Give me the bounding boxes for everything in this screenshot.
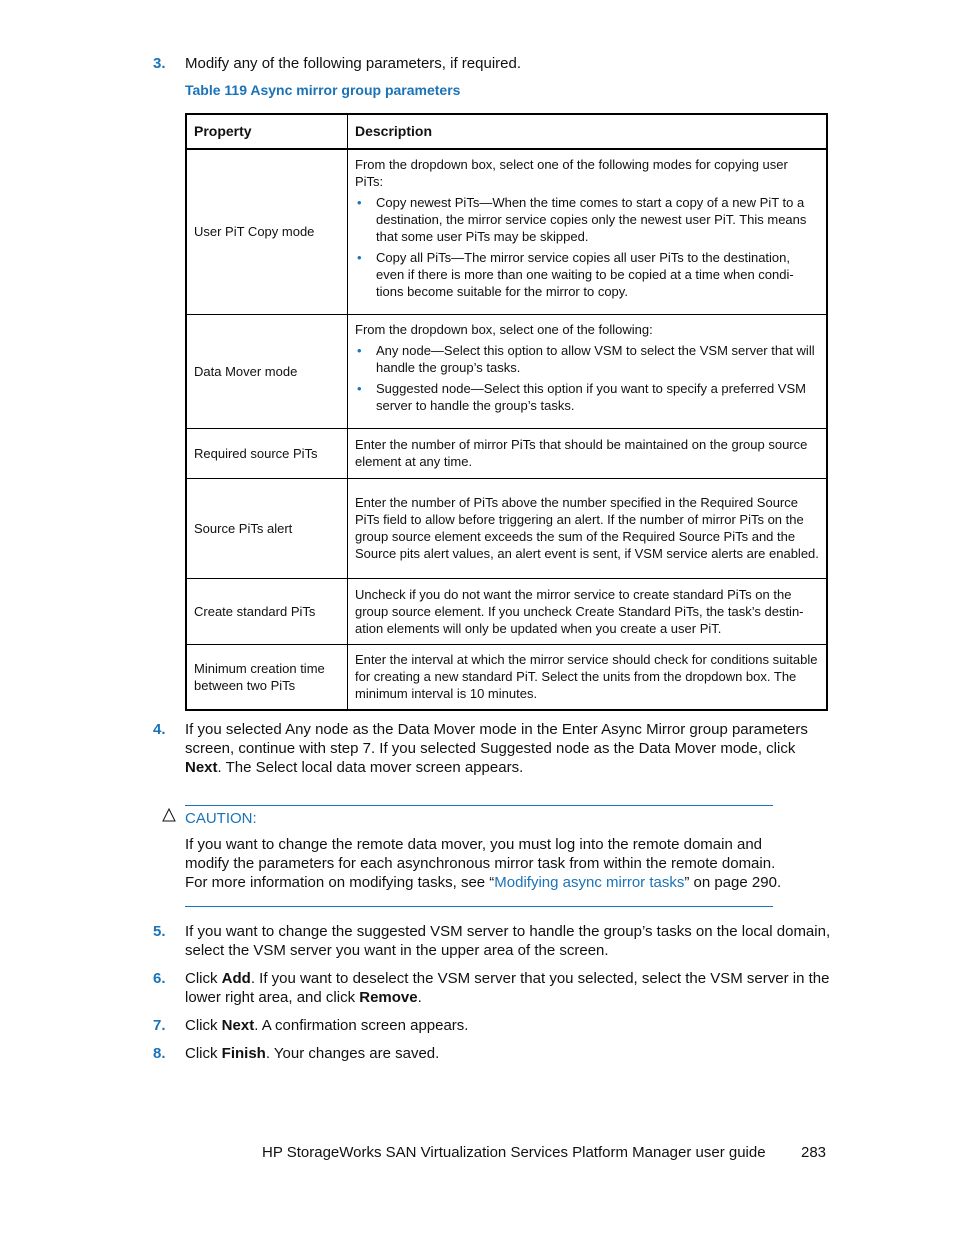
table-body (186, 149, 827, 710)
property-cell: Create standard PiTs (186, 578, 348, 644)
property-cell: Source PiTs alert (186, 478, 348, 578)
warning-triangle-icon (162, 808, 176, 825)
description-cell (348, 644, 828, 710)
step-text: Modify any of the following parameters, if required. (185, 55, 521, 72)
text-segment: . (417, 989, 422, 1006)
step-number: 7. (153, 1017, 166, 1034)
text-segment: . A confirmation screen appears. (254, 1017, 469, 1034)
list-item: • Suggested node—Select this option if you want to specify a preferred VSM server to handle the group’s tasks. (355, 380, 819, 414)
table-row (186, 149, 827, 314)
step-number: 8. (153, 1045, 166, 1062)
description-cell (348, 478, 828, 578)
step-number: 6. (153, 970, 166, 987)
description-text: From the dropdown box, select one of the following modes for copying user PiTs: (355, 157, 788, 189)
description-text: Enter the number of mirror PiTs that should be maintained on the group source element at any time. (355, 437, 808, 469)
description-cell (348, 149, 828, 314)
caution-bottom-rule (185, 906, 773, 907)
step-number: 4. (153, 721, 166, 738)
description-cell (348, 578, 828, 644)
parameters-table (185, 113, 828, 711)
step-8 (153, 1044, 833, 1063)
table-row (186, 428, 827, 478)
text-segment: Click (185, 1045, 222, 1062)
step-text: If you want to change the suggested VSM server to handle the group’s tasks on the local domain, select the VSM server you want in the upper area of the screen. (185, 923, 831, 959)
ui-term: Next (221, 1017, 255, 1034)
text-segment: Click (185, 970, 222, 987)
modifying-async-mirror-tasks-link[interactable]: Modifying async mirror tasks (494, 874, 685, 891)
description-cell (348, 314, 828, 428)
property-cell: Required source PiTs (186, 428, 348, 478)
step-7 (153, 1016, 833, 1035)
step-4 (153, 720, 833, 777)
text-segment: . If you want to deselect the VSM server that you selected, select the VSM server in the lower right area, and click (185, 970, 830, 1006)
text-segment: If you want to change the remote data mover, you must log into the remote domain and modify the parameters for each asynchronous mirror task from within the remote domain. For more information on modifying tasks, see “ (185, 836, 776, 891)
ui-term: Remove (359, 989, 418, 1006)
text-segment: If you selected Any node as the Data Mover mode in the Enter Async Mirror group parameters screen, continue with step 7. If you selected Suggested node as the Data Mover mode, click (185, 721, 808, 757)
description-cell (348, 428, 828, 478)
table-header-row (186, 114, 827, 149)
table-row (186, 644, 827, 710)
list-item: • Any node—Select this option to allow VSM to select the VSM server that will handle the group’s tasks. (355, 342, 819, 376)
description-text: Enter the interval at which the mirror service should check for conditions suitable for creating a new standard PiT. Select the units from the dropdown box. The minimum interval is 10 minutes. (355, 652, 818, 702)
step-text (185, 969, 833, 1007)
list-item: • Copy newest PiTs—When the time comes to start a copy of a new PiT to a destination, the mirror service copies only the newest user PiT. This means that some user PiTs may be skipped. (355, 194, 819, 245)
table-row (186, 314, 827, 428)
table-row (186, 578, 827, 644)
bullet-list (355, 194, 819, 300)
text-segment: ” on page 290. (684, 874, 782, 891)
ui-term: Next (185, 759, 218, 776)
caution-top-rule (185, 805, 773, 806)
step-text (185, 1016, 833, 1035)
header-description: Description (348, 114, 828, 149)
text-segment: . The Select local data mover screen appears. (217, 759, 524, 776)
description-text: Enter the number of PiTs above the number specified in the Required Source PiTs field to allow before triggering an alert. If the number of mirror PiTs on the group source element exceeds the sum of the Required Source PiTs and the Source pits alert values, an alert event is sent, if VSM service alerts are enabled. (355, 495, 819, 561)
list-item: • Copy all PiTs—The mirror service copies all user PiTs to the destination, even if there is more than one waiting to be copied at a time when condi-tions become suitable for the mirror to copy. (355, 249, 819, 300)
page-number: 283 (801, 1144, 827, 1161)
step-5 (153, 922, 833, 960)
table-row (186, 478, 827, 578)
bullet-list (355, 342, 819, 414)
header-property: Property (186, 114, 348, 149)
text-segment: . Your changes are saved. (265, 1045, 440, 1062)
ui-term: Finish (221, 1045, 266, 1062)
text-segment: Click (185, 1017, 222, 1034)
step-number: 5. (153, 923, 166, 940)
property-cell: Minimum creation time between two PiTs (186, 644, 348, 710)
caution-label: CAUTION: (185, 810, 257, 827)
step-number: 3. (153, 55, 166, 72)
description-text: From the dropdown box, select one of the following: (355, 321, 653, 337)
table-caption: Table 119 Async mirror group parameters (185, 82, 461, 98)
ui-term: Add (221, 970, 251, 987)
property-cell: Data Mover mode (186, 314, 348, 428)
step-3 (153, 54, 833, 73)
step-6 (153, 969, 833, 1007)
step-text (185, 1044, 833, 1063)
description-text: Uncheck if you do not want the mirror service to create standard PiTs on the group source element. If you uncheck Create Standard PiTs, the task’s destin-ation elements will only be updated when you create a user PiT. (355, 586, 804, 636)
footer-title: HP StorageWorks SAN Virtualization Services Platform Manager user guide (262, 1144, 766, 1161)
caution-text (185, 835, 785, 892)
step-text (185, 720, 833, 777)
property-cell: User PiT Copy mode (186, 149, 348, 314)
